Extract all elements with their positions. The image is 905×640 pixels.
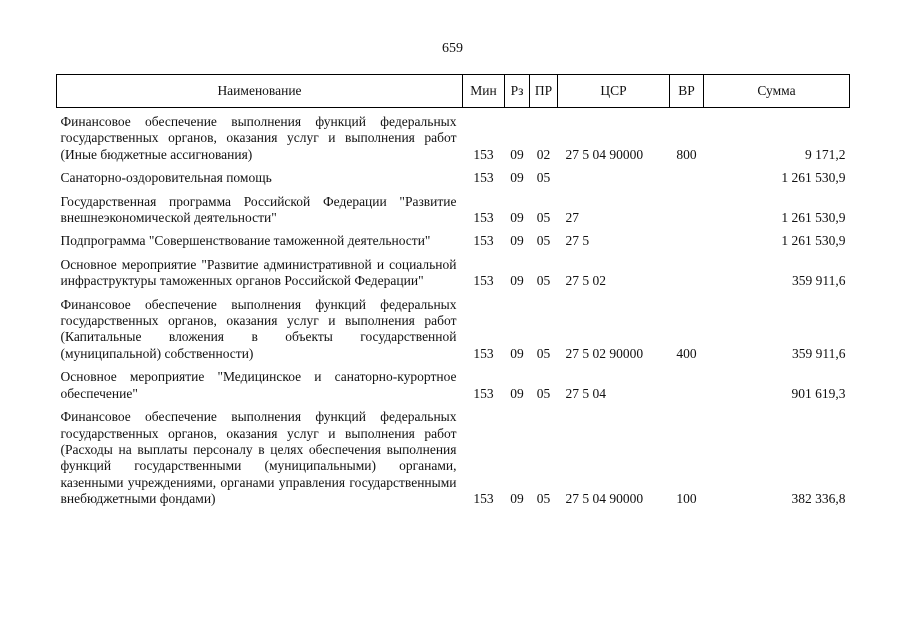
row-name: Основное мероприятие "Медицинское и санаторно-курортное обеспечение" [60, 369, 457, 401]
row-min: 153 [473, 210, 494, 226]
row-sum: 9 171,2 [805, 146, 846, 162]
table-row [57, 369, 850, 402]
row-pr: 05 [536, 273, 551, 289]
row-rz: 09 [510, 273, 524, 289]
row-rz: 09 [510, 146, 524, 162]
row-vr: 100 [676, 491, 697, 507]
header-min: Мин [463, 75, 505, 108]
row-vr [670, 194, 704, 227]
row-pr: 05 [536, 345, 551, 361]
row-min: 153 [473, 146, 494, 162]
row-csr: 27 [565, 210, 579, 226]
row-csr: 27 5 04 [565, 385, 606, 401]
row-csr: 27 5 04 90000 [565, 491, 644, 507]
table-row [57, 257, 850, 290]
header-name: Наименование [57, 75, 463, 108]
row-rz: 09 [510, 385, 524, 401]
header-rz: Рз [505, 75, 530, 108]
row-rz: 09 [510, 345, 524, 361]
row-min: 153 [473, 345, 494, 361]
row-pr: 02 [536, 146, 551, 162]
header-sum: Сумма [704, 75, 850, 108]
row-pr: 05 [536, 385, 551, 401]
row-name: Подпрограмма "Совершенствование таможенной деятельности" [60, 233, 431, 249]
table-row [57, 409, 850, 507]
budget-table [56, 74, 850, 508]
row-sum: 359 911,6 [792, 273, 846, 289]
row-csr: 27 5 [565, 233, 590, 249]
table-header [57, 75, 850, 108]
row-name: Финансовое обеспечение выполнения функций федеральных государственных органов, оказания услуг и выполнения работ (Иные бюджетные ассигнования) [60, 114, 457, 162]
table-row [57, 170, 850, 186]
row-name: Санаторно-оздоровительная помощь [60, 170, 272, 186]
row-pr: 05 [536, 210, 551, 226]
row-csr: 27 5 02 90000 [565, 345, 644, 361]
row-csr [558, 170, 670, 186]
row-csr: 27 5 02 [565, 273, 606, 289]
header-vr: ВР [670, 75, 704, 108]
row-sum: 382 336,8 [791, 491, 846, 507]
row-vr: 400 [676, 345, 697, 361]
row-pr: 05 [536, 233, 551, 249]
row-sum: 1 261 530,9 [781, 233, 846, 249]
row-min: 153 [473, 273, 494, 289]
table-row [57, 194, 850, 227]
row-name: Государственная программа Российской Федерации "Развитие внешнеэкономической деятельности" [60, 193, 457, 226]
row-vr [670, 369, 704, 402]
page-number: 659 [442, 41, 463, 56]
row-name: Основное мероприятие "Развитие административной и социальной инфраструктуры таможенных органов Российской Федерации" [60, 256, 457, 289]
row-vr: 800 [676, 146, 697, 162]
row-csr: 27 5 04 90000 [565, 146, 644, 162]
row-rz: 09 [510, 233, 524, 249]
row-rz: 09 [510, 170, 524, 186]
table-row [57, 297, 850, 363]
header-pr: ПР [530, 75, 558, 108]
row-pr: 05 [536, 170, 551, 186]
row-sum: 359 911,6 [792, 345, 846, 361]
row-rz: 09 [510, 491, 524, 507]
row-vr [670, 257, 704, 290]
row-sum: 1 261 530,9 [781, 210, 846, 226]
row-min: 153 [473, 170, 494, 186]
header-csr: ЦСР [558, 75, 670, 108]
row-sum: 1 261 530,9 [781, 170, 846, 186]
row-min: 153 [473, 233, 494, 249]
row-min: 153 [473, 491, 494, 507]
row-vr [670, 233, 704, 249]
row-name: Финансовое обеспечение выполнения функций федеральных государственных органов, оказания услуг и выполнения работ (Расходы на выплаты персоналу в целях обеспечения выполнения функций государственными (муниципальными) органами, казенными учреждениями, органами управления государственными внебюджетными фондами) [60, 409, 457, 507]
table-body [57, 108, 850, 508]
row-rz: 09 [510, 210, 524, 226]
row-pr: 05 [536, 491, 551, 507]
table-row [57, 114, 850, 163]
row-name: Финансовое обеспечение выполнения функций федеральных государственных органов, оказания услуг и выполнения работ (Капитальные вложения в объекты государственной (муниципальной) собственности) [60, 296, 457, 361]
table-row [57, 233, 850, 249]
row-min: 153 [473, 385, 494, 401]
row-vr [670, 170, 704, 186]
header-row [57, 75, 850, 108]
row-sum: 901 619,3 [791, 385, 846, 401]
